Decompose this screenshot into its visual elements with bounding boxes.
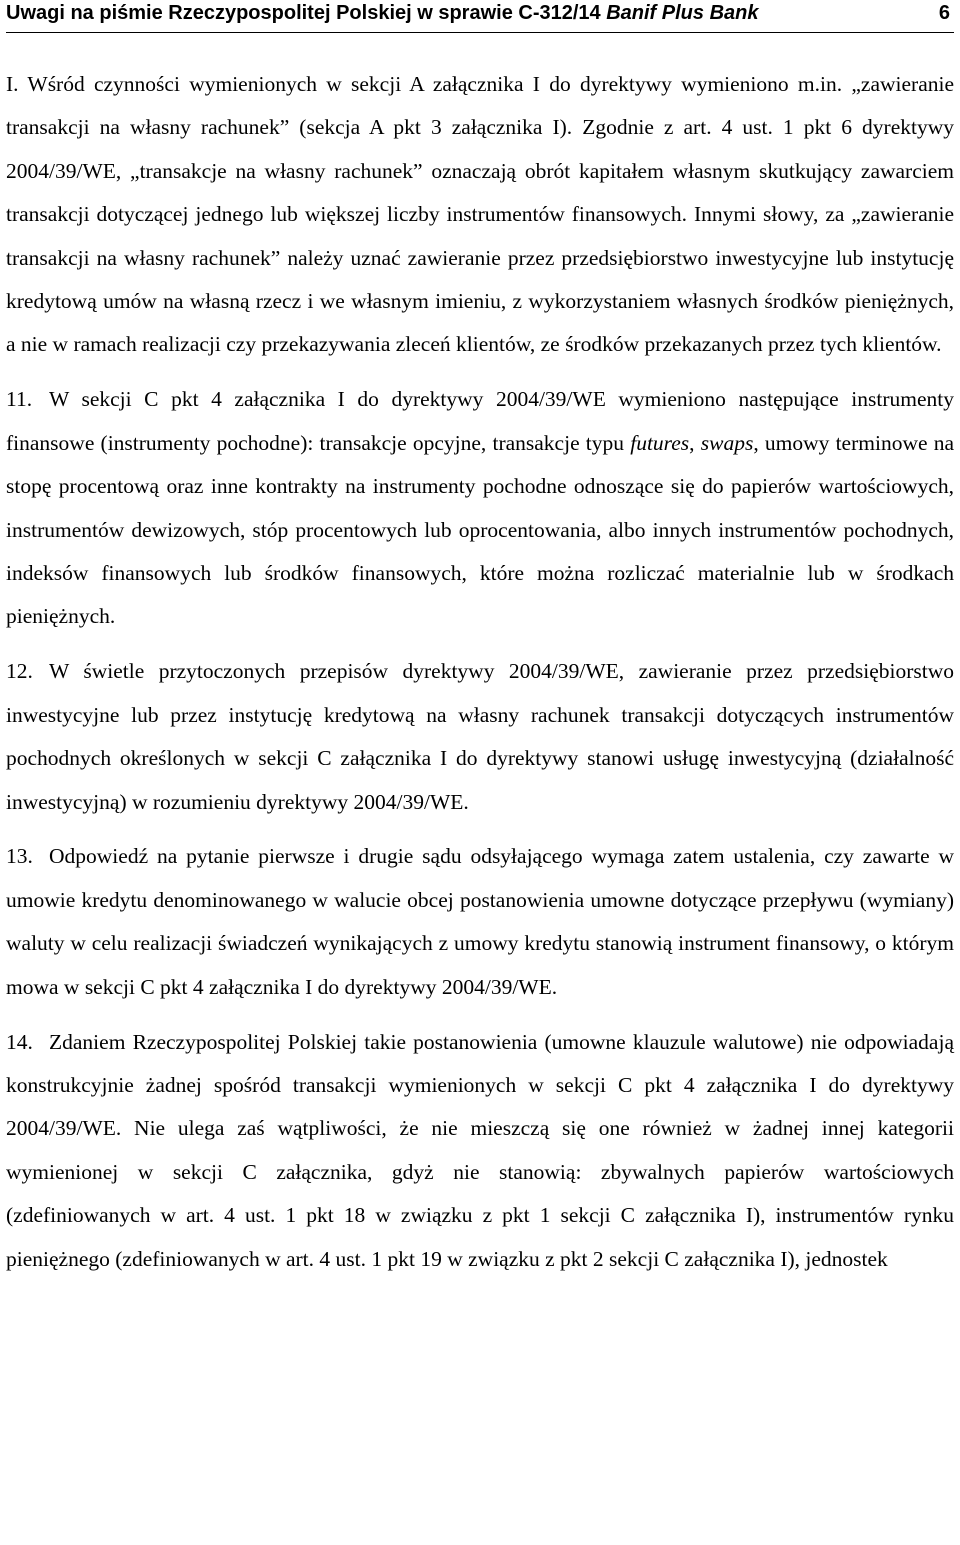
paragraph-text-continued: , umowy terminowe na stopę procentową oraz inne kontrakty na instrumenty pochodne odnoszące się do papierów wartościowych, instrumentów dewizowych, stóp procentowych lub oprocentowania, albo innych instrumentów pochodnych, indeksów finansowych lub środków finansowych, które można rozliczać materialnie lub w środkach pieniężnych. [6, 430, 955, 629]
paragraph-text: I. Wśród czynności wymienionych w sekcji A załącznika I do dyrektywy wymieniono m.in. „zawieranie transakcji na własny rachunek” (sekcja A pkt 3 załącznika I). Zgodnie z art. 4 ust. 1 pkt 6 dyrektywy 2004/39/WE, „transakcje na własny rachunek” oznaczają obrót kapitałem własnym skutkujący zawarciem transakcji dotyczącej jednego lub większej liczby instrumentów finansowych. Innymi słowy, za „zawieranie transakcji na własny rachunek” należy uznać zawieranie przez przedsiębiorstwo inwestycyjne lub instytucję kredytową umów na własną rzecz i we własnym imieniu, z wykorzystaniem własnych środków pieniężnych, a nie w ramach realizacji czy przekazywania zleceń klientów, ze środków przekazanych przez tych klientów. [6, 72, 954, 357]
page-number: 6 [938, 2, 950, 24]
paragraph-text: W sekcji C pkt 4 załącznika I do dyrektywy 2004/39/WE wymieniono następujące instrumenty finansowe (instrumenty pochodne): transakcje opcyjne, transakcje typu [6, 387, 954, 455]
case-name: Banif Plus Bank [606, 2, 759, 24]
document-title-text: Uwagi na piśmie Rzeczypospolitej Polskiej w sprawie C-312/14 [6, 2, 607, 24]
paragraph-13 [6, 835, 954, 1009]
document-title [6, 0, 758, 26]
document-body [6, 63, 954, 1281]
paragraph-12 [6, 650, 954, 824]
paragraph-number: 12. [6, 659, 33, 684]
paragraph-10 [6, 63, 954, 367]
paragraph-11 [6, 378, 954, 638]
paragraph-number: 11. [6, 387, 33, 412]
paragraph-text: Odpowiedź na pytanie pierwsze i drugie sądu odsyłającego wymaga zatem ustalenia, czy zawarte w umowie kredytu denominowanego w walucie obcej postanowienia umowne dotyczące przepływu (wymiany) waluty w celu realizacji świadczeń wynikających z umowy kredytu stanowią instrument finansowy, o którym mowa w sekcji C pkt 4 załącznika I do dyrektywy 2004/39/WE. [6, 844, 954, 999]
paragraph-14 [6, 1021, 954, 1281]
page-header [6, 0, 954, 33]
paragraph-text: Zdaniem Rzeczypospolitej Polskiej takie postanowienia (umowne klauzule walutowe) nie odpowiadają konstrukcyjnie żadnej spośród transakcji wymienionych w sekcji C pkt 4 załącznika I do dyrektywy 2004/39/WE. Nie ulega zaś wątpliwości, że nie mieszczą się one również w żadnej innej kategorii wymienionej w sekcji C załącznika, gdyż nie stanowią: zbywalnych papierów wartościowych (zdefiniowanych w art. 4 ust. 1 pkt 18 w związku z pkt 1 sekcji C załącznika I), instrumentów rynku pieniężnego (zdefiniowanych w art. 4 ust. 1 pkt 19 w związku z pkt 2 sekcji C załącznika I), jednostek [6, 1029, 954, 1271]
term-swaps: swaps [700, 430, 754, 455]
paragraph-number: 13. [6, 844, 33, 869]
paragraph-number: 14. [6, 1029, 33, 1054]
term-futures: futures [630, 430, 690, 455]
paragraph-text: W świetle przytoczonych przepisów dyrektywy 2004/39/WE, zawieranie przez przedsiębiorstwo inwestycyjne lub przez instytucję kredytową na własny rachunek transakcji dotyczących instrumentów pochodnych określonych w sekcji C załącznika I do dyrektywy stanowi usługę inwestycyjną (działalność inwestycyjną) w rozumieniu dyrektywy 2004/39/WE. [6, 659, 954, 814]
separator-text: , [689, 430, 701, 455]
